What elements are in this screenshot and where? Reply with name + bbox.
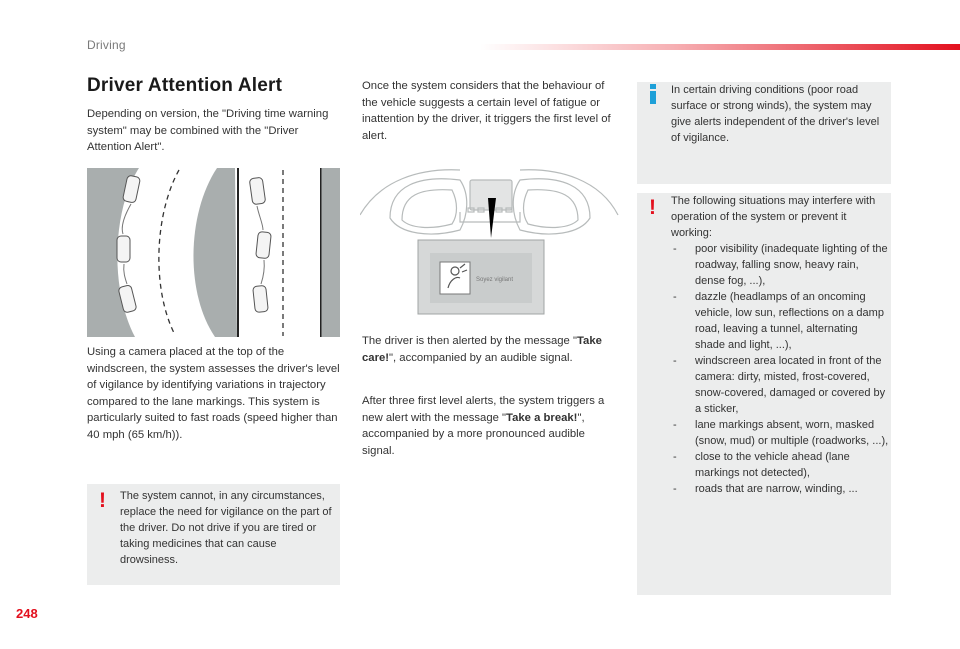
system-paragraph: Once the system considers that the behaviour of the vehicle suggests a certain level of fatigue or inattention by the driver, it triggers the first level of alert. bbox=[362, 80, 611, 142]
break-text-before: After three first level alerts, the system triggers a new alert with the message " bbox=[362, 395, 605, 424]
warning-box bbox=[87, 484, 340, 585]
cluster-message: Soyez vigilant bbox=[476, 277, 514, 283]
take-a-break-message: Take a break! bbox=[506, 411, 578, 424]
page-number: 248 bbox=[16, 606, 38, 621]
warning-text: The system cannot, in any circumstances, replace the need for vigilance on the part of the driver. Do not drive if you are tired or taking medicines that can cause drowsiness. bbox=[120, 490, 332, 566]
list-item: - windscreen area located in front of the camera: dirty, misted, frost-covered, snow-covered, damaged or covered by a sticker, bbox=[673, 355, 886, 415]
lane-trajectory-illustration bbox=[87, 168, 340, 337]
list-item: - roads that are narrow, winding, ... bbox=[673, 483, 858, 495]
break-text-after: ", accompanied by a more pronounced audible signal. bbox=[362, 411, 585, 457]
alert-paragraph bbox=[362, 333, 617, 366]
exclamation-icon: ! bbox=[99, 489, 106, 512]
interference-warning-box bbox=[637, 193, 891, 595]
instrument-cluster-illustration bbox=[360, 160, 620, 320]
intro-paragraph: Depending on version, the "Driving time warning system" may be combined with the "Driver Attention Alert". bbox=[87, 108, 329, 153]
camera-paragraph: Using a camera placed at the top of the windscreen, the system assesses the driver's level of vigilance by identifying variations in trajectory compared to the lane markings. This system is particularly suited to fast roads (speed higher than 40 mph (65 km/h)). bbox=[87, 346, 340, 441]
alert-text-before: The driver is then alerted by the message " bbox=[362, 335, 577, 347]
interference-intro: The following situations may interfere with operation of the system or prevent it working: bbox=[671, 195, 876, 239]
take-care-message: Take care! bbox=[362, 335, 602, 364]
page-title: Driver Attention Alert bbox=[87, 75, 283, 96]
break-paragraph bbox=[362, 393, 617, 459]
interference-list bbox=[671, 241, 889, 497]
info-box bbox=[637, 82, 891, 184]
info-text: In certain driving conditions (poor road surface or strong winds), the system may give alerts independent of the driver's level of vigilance. bbox=[671, 84, 880, 144]
list-item: - poor visibility (inadequate lighting of the roadway, falling snow, heavy rain, dense fog, ...), bbox=[673, 243, 888, 287]
list-item: - close to the vehicle ahead (lane markings not detected), bbox=[673, 451, 850, 479]
section-label: Driving bbox=[87, 38, 126, 52]
info-icon bbox=[648, 84, 658, 104]
list-item: - lane markings absent, worn, masked (snow, mud) or multiple (roadworks, ...), bbox=[673, 419, 889, 447]
alert-text-after: ", accompanied by an audible signal. bbox=[389, 351, 573, 364]
header-accent-bar bbox=[480, 44, 960, 50]
exclamation-icon: ! bbox=[649, 196, 656, 219]
list-item: - dazzle (headlamps of an oncoming vehicle, low sun, reflections on a damp road, leaving a tunnel, alternating shade and light, ...), bbox=[673, 291, 884, 351]
